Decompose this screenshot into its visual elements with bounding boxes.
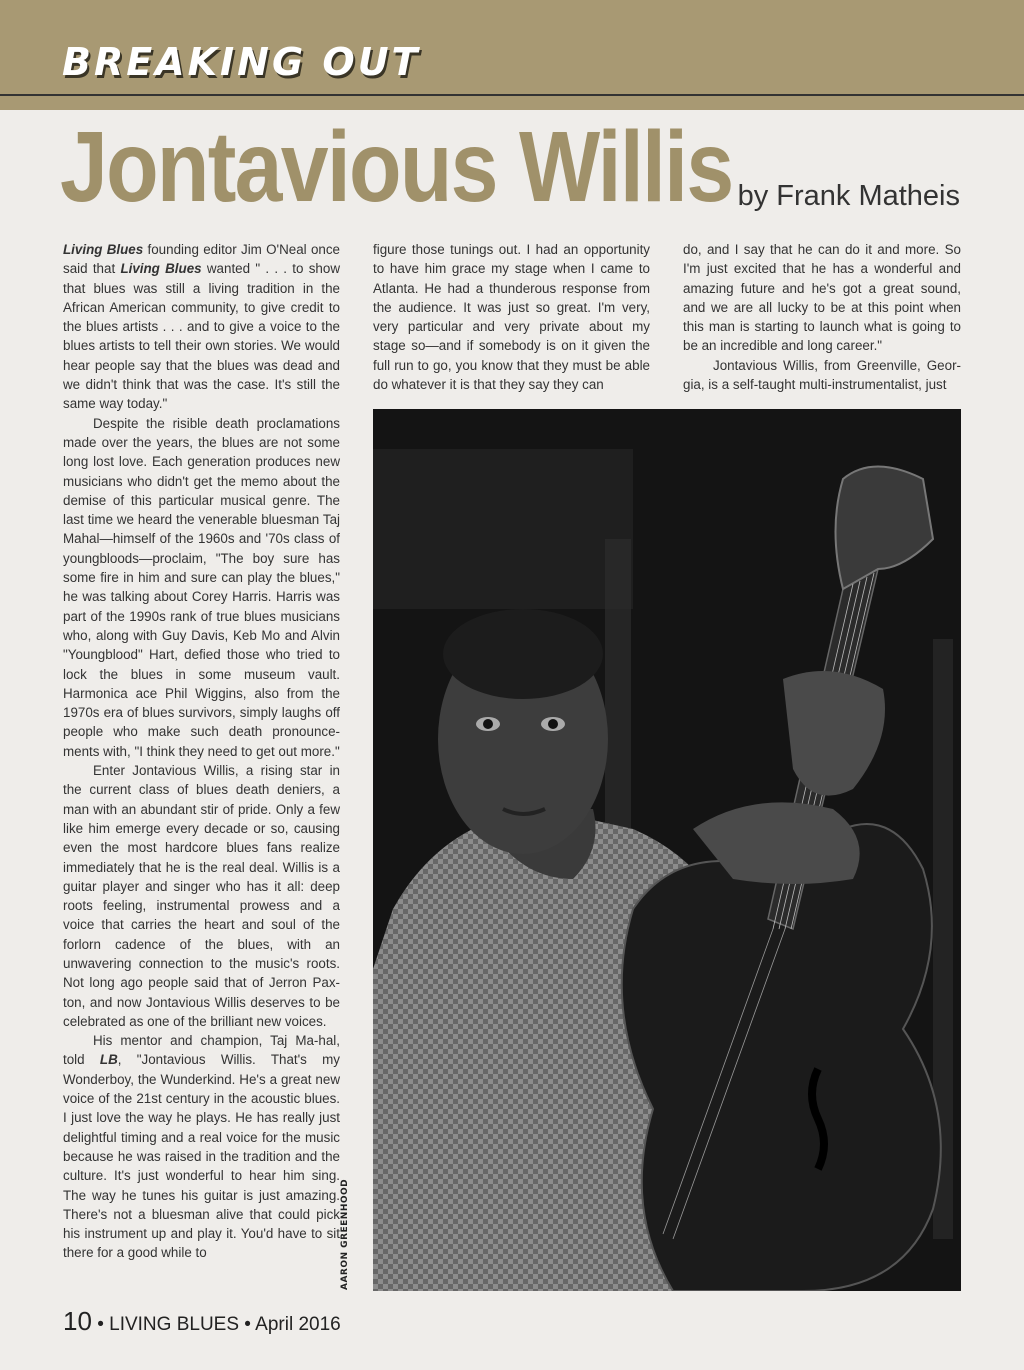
byline: by Frank Matheis bbox=[737, 180, 960, 212]
publication-info: • LIVING BLUES • April 2016 bbox=[91, 1314, 341, 1335]
publication-name: Living Blues bbox=[63, 242, 144, 257]
text-run: founding editor Jim O'Neal once said that bbox=[63, 242, 340, 277]
header-rule bbox=[0, 96, 1024, 110]
paragraph bbox=[63, 1031, 340, 1263]
paragraph: Despite the risible death proclamations made over the years, the blues are not some long lost love. Each generation produces new musicians who didn't get the memo about the demise of this particular musical genre. The last time we heard the venerable bluesman Taj Mahal—himself of the 1960s and '70s class of youngbloods—proclaim, "The boy sure has some fire in him and sure can play the blues," he was talking about Corey Harris. Harris was part of the 1990s rank of true blues musicians who, along with Guy Davis, Keb Mo and Alvin "Youngblood" Hart, defied those who tried to lock the blues in some museum vault. Harmonica ace Phil Wiggins, also from the 1970s era of blues survivors, simply laughs off people who make such death pronounce-ments with, "I think they need to get out more." bbox=[63, 415, 340, 759]
photo-credit: AARON GREENHOOD bbox=[340, 1178, 350, 1290]
paragraph: Enter Jontavious Willis, a rising star in the current class of blues death deniers, a man with an abundant stir of pride. Only a few like him emerge every decade or so, causing even the most hardcore blues fans realize immediately that he is the real deal. Willis is a guitar player and singer who has it all: deep roots feeling, instrumental prowess and a voice that carries the heart and soul of the forlorn cadence of the blues, with an unwavering connection to the music's roots. Not long ago people said that of Jerron Pax-ton, and now Jontavious Willis deserves to be celebrated as one of the brilliant new voices. bbox=[63, 763, 340, 1029]
page-number: 10 bbox=[63, 1306, 92, 1336]
text-run: wanted " . . . to show that blues was still a living tradition in the African American community, to give credit to the blues artists . . . and to give a voice to the blues artists to tell their own stories. We would hear people say that the blues was dead and we didn't think that was the case. It's still the same way today." bbox=[63, 261, 340, 412]
text-run: His mentor and champion, Taj Ma-hal, told bbox=[63, 1033, 340, 1068]
article-column-1 bbox=[63, 240, 340, 1263]
article-column-3 bbox=[683, 240, 961, 394]
portrait-illustration bbox=[373, 409, 961, 1291]
paragraph: Jontavious Willis, from Greenville, Geor-gia, is a self-taught multi-instrumentalist, just bbox=[683, 357, 961, 393]
paragraph bbox=[63, 240, 340, 414]
publication-abbrev: LB bbox=[99, 1052, 118, 1068]
article-title: Jontavious Willis bbox=[60, 111, 733, 223]
portrait-photo bbox=[373, 409, 961, 1291]
page-footer bbox=[63, 1306, 341, 1337]
paragraph: figure those tunings out. I had an opportunity to have him grace my stage when I came to Atlanta. He had a thunderous response from the audience. It was just so great. I'm very, very particular and very private about my stage so—and if somebody is on it given the full run to go, you know that they must be able do whatever it is that they say they can bbox=[373, 242, 650, 393]
text-run: , "Jontavious Willis. That's my Wonderboy, the Wunderkind. He's a great new voice of the 21st century in the acoustic blues. I just love the way he plays. He has really just delightful timing and a real voice for the music because he was raised in the tradition and the culture. It's just wonderful to hear him sing. The way he tunes his guitar is just amazing. There's not a bluesman alive that could pick his instrument up and play it. You'd have to sit there for a good while to bbox=[63, 1052, 341, 1261]
publication-name: Living Blues bbox=[120, 261, 202, 277]
article-column-2 bbox=[373, 240, 650, 394]
section-label: BREAKING OUT bbox=[62, 40, 421, 84]
paragraph: do, and I say that he can do it and more. So I'm just excited that he has a wonderful and amazing future and he's got a great sound, and we are all lucky to be at this point when this man is starting to launch what is going to be an incredible and long career." bbox=[683, 242, 961, 354]
